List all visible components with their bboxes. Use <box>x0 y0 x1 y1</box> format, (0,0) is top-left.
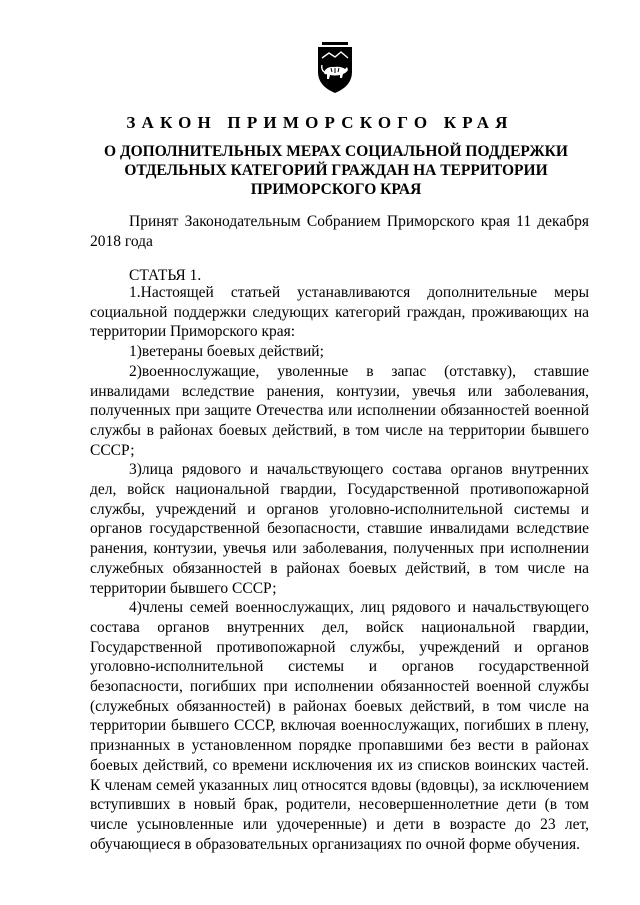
list-item: 4)члены семей военнослужащих, лиц рядового и начальствующего состава органов внутренних дел, войск национальной гвардии, Государственной противопожарной службы, учреждений и органов уголовно-исполнительной системы и органов государственной безопасности, погибших при исполнении обязанностей военной службы (служебных обязанностей) в районах боевых действий, в том числе на территории бывшего СССР, включая военнослужащих, погибших в плену, признанных в установленном порядке пропавшими без вести в районах боевых действий, со времени исключения их из списков воинских частей. К членам семей указанных лиц относятся вдовы (вдовцы), за исключением вступивших в новый брак, родители, несовершеннолетние дети (в том числе усыновленные или удочеренные) и дети в возрасте до 23 лет, обучающиеся в образовательных организациях по очной форме обучения. <box>90 599 589 853</box>
list-item: 1)ветераны боевых действий; <box>129 343 324 361</box>
law-subtitle: О ДОПОЛНИТЕЛЬНЫХ МЕРАХ СОЦИАЛЬНОЙ ПОДДЕРЖКИ ОТДЕЛЬНЫХ КАТЕГОРИЙ ГРАЖДАН НА ТЕРРИТОРИИ ПРИМОРСКОГО КРАЯ <box>104 143 568 198</box>
coat-of-arms-icon <box>315 42 355 94</box>
list-item: 3)лица рядового и начальствующего состава органов внутренних дел, войск национальной гвардии, Государственной противопожарной службы, учреждений и органов уголовно-исполнительной системы и органов государственной безопасности, ставшие инвалидами вследствие ранения, контузии, увечья или заболевания, полученных при исполнении служебных обязанностей в районах боевых действий, в том числе на территории бывшего СССР; <box>90 461 589 597</box>
article-body <box>90 283 589 854</box>
adoption-note: Принят Законодательным Собранием Приморского края 11 декабря 2018 года <box>90 213 589 250</box>
article-heading: СТАТЬЯ 1. <box>129 267 202 284</box>
law-title: ЗАКОН ПРИМОРСКОГО КРАЯ <box>126 113 514 132</box>
article-paragraph: 1.Настоящей статьей устанавливаются дополнительные меры социальной поддержки следующих категорий граждан, проживающих на территории Приморского края: <box>90 284 589 341</box>
list-item: 2)военнослужащие, уволенные в запас (отставку), ставшие инвалидами вследствие ранения, контузии, увечья или заболевания, полученных при защите Отечества или исполнении обязанностей военной службы в районах боевых действий, в том числе на территории бывшего СССР; <box>90 362 589 459</box>
